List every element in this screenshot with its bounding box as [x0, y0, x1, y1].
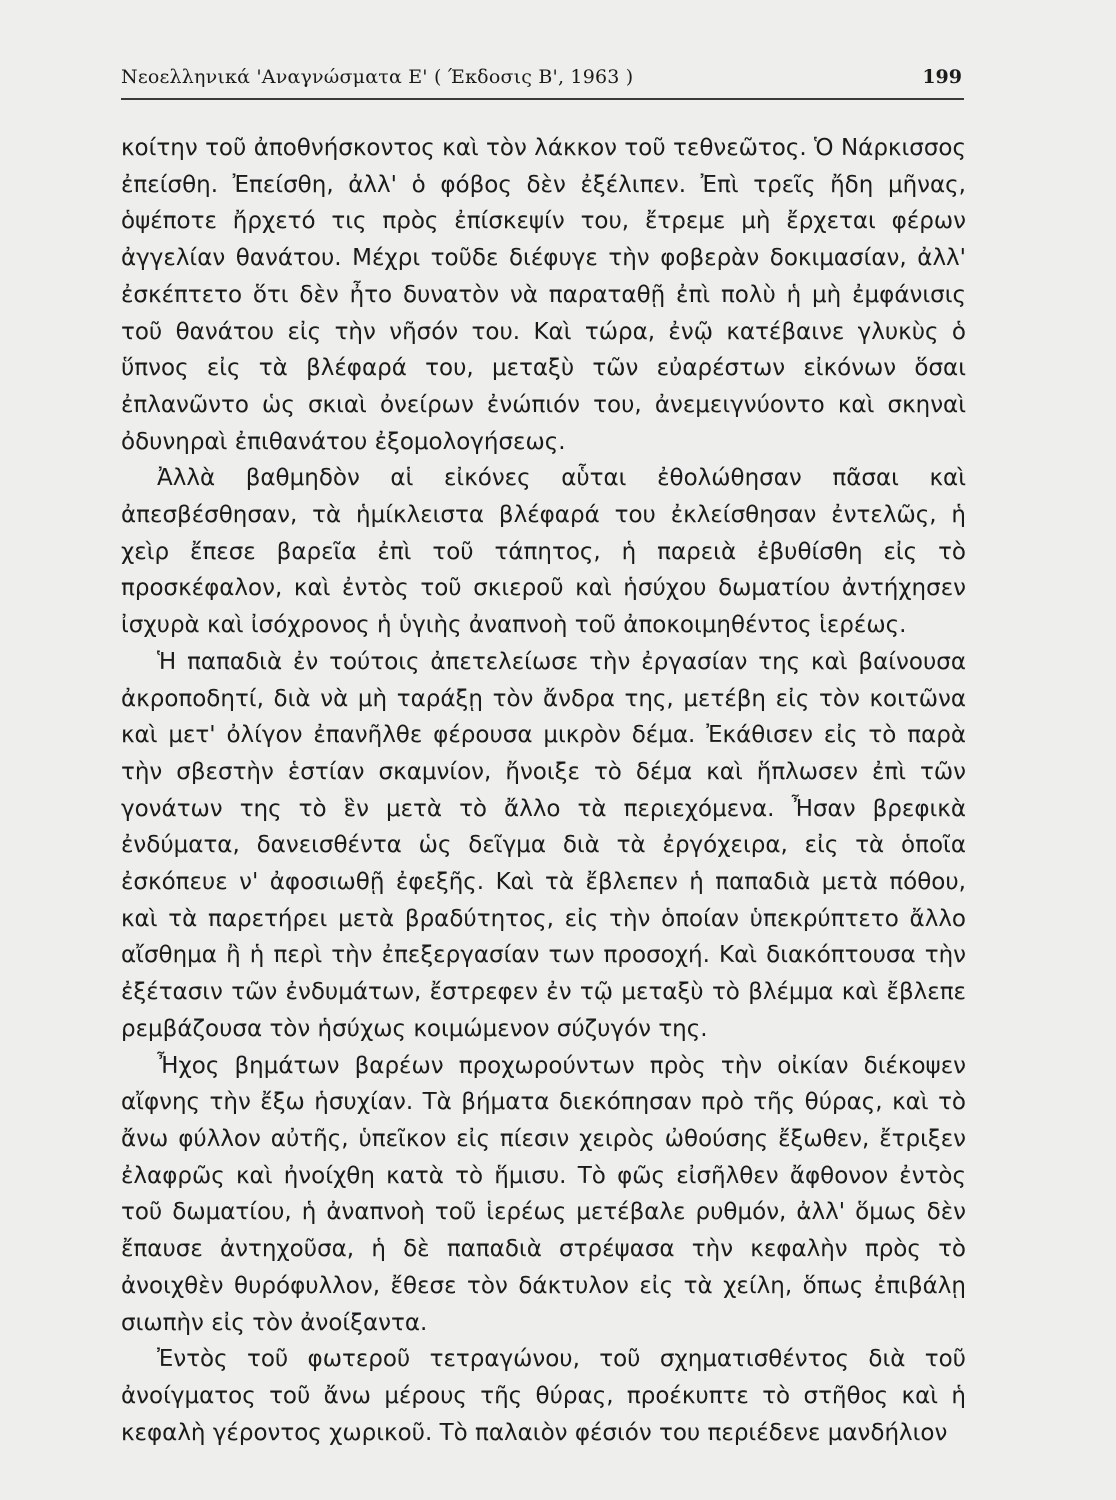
body-text: [121, 130, 966, 1451]
page-header: [121, 64, 964, 100]
paragraph: Ἐντὸς τοῦ φωτεροῦ τετραγώνου, τοῦ σχηματισθέντος διὰ τοῦ ἀνοίγματος τοῦ ἄνω μέρους τῆς θύρας, προέκυπτε τὸ στῆθος καὶ ἡ κεφαλὴ γέροντος χωρικοῦ. Τὸ παλαιὸν φέσιόν του περιέδενε μανδήλιον: [121, 1346, 966, 1446]
paragraph: Ἦχος βημάτων βαρέων προχωρούντων πρὸς τὴν οἰκίαν διέκοψεν αἴφνης τὴν ἔξω ἡσυχίαν. Τὰ βήματα διεκόπησαν πρὸ τῆς θύρας, καὶ τὸ ἄνω φύλλον αὐτῆς, ὑπεῖκον εἰς πίεσιν χειρὸς ὠθούσης ἔξωθεν, ἔτριξεν ἐλαφρῶς καὶ ἠνοίχθη κατὰ τὸ ἥμισυ. Τὸ φῶς εἰσῆλθεν ἄφθονον ἐντὸς τοῦ δωματίου, ἡ ἀναπνοὴ τοῦ ἱερέως μετέβαλε ρυθμόν, ἀλλ' ὅμως δὲν ἔπαυσε ἀντηχοῦσα, ἡ δὲ παπαδιὰ στρέψασα τὴν κεφαλὴν πρὸς τὸ ἀνοιχθὲν θυρόφυλλον, ἔθεσε τὸν δάκτυλον εἰς τὰ χείλη, ὅπως ἐπιβάλῃ σιωπὴν εἰς τὸν ἀνοίξαντα.: [121, 1052, 966, 1336]
page-number: 199: [922, 66, 962, 88]
running-head: Νεοελληνικά 'Αναγνώσματα Ε' ( Έκδοσις Β', 1963 ): [121, 66, 634, 88]
paragraph: κοίτην τοῦ ἀποθνήσκοντος καὶ τὸν λάκκον τοῦ τεθνεῶτος. Ὁ Νάρκισσος ἐπείσθη. Ἐπείσθη, ἀλλ' ὁ φόβος δὲν ἐξέλιπεν. Ἐπὶ τρεῖς ἤδη μῆνας, ὁψέποτε ἤρχετό τις πρὸς ἐπίσκεψίν του, ἔτρεμε μὴ ἔρχεται φέρων ἀγγελίαν θανάτου. Μέχρι τοῦδε διέφυγε τὴν φοβερὰν δοκιμασίαν, ἀλλ' ἐσκέπτετο ὅτι δὲν ἦτο δυνατὸν νὰ παραταθῇ ἐπὶ πολὺ ἡ μὴ ἐμφάνισις τοῦ θανάτου εἰς τὴν νῆσόν του. Καὶ τώρα, ἐνῷ κατέβαινε γλυκὺς ὁ ὕπνος εἰς τὰ βλέφαρά του, μεταξὺ τῶν εὐαρέστων εἰκόνων ὅσαι ἐπλανῶντο ὡς σκιαὶ ὀνείρων ἐνώπιόν του, ἀνεμειγνύοντο καὶ σκηναὶ ὀδυνηραὶ ἐπιθανάτου ἐξομολογήσεως.: [121, 135, 966, 455]
paragraph: Ἀλλὰ βαθμηδὸν αἱ εἰκόνες αὗται ἐθολώθησαν πᾶσαι καὶ ἀπεσβέσθησαν, τὰ ἡμίκλειστα βλέφαρά του ἐκλείσθησαν ἐντελῶς, ἡ χεὶρ ἔπεσε βαρεῖα ἐπὶ τοῦ τάπητος, ἡ παρειὰ ἐβυθίσθη εἰς τὸ προσκέφαλον, καὶ ἐντὸς τοῦ σκιεροῦ καὶ ἡσύχου δωματίου ἀντήχησεν ἰσχυρὰ καὶ ἰσόχρονος ἡ ὑγιὴς ἀναπνοὴ τοῦ ἀποκοιμηθέντος ἱερέως.: [121, 465, 966, 639]
paragraph: Ἡ παπαδιὰ ἐν τούτοις ἀπετελείωσε τὴν ἐργασίαν της καὶ βαίνουσα ἀκροποδητί, διὰ νὰ μὴ ταράξῃ τὸν ἄνδρα της, μετέβη εἰς τὸν κοιτῶνα καὶ μετ' ὀλίγον ἐπανῆλθε φέρουσα μικρὸν δέμα. Ἐκάθισεν εἰς τὸ παρὰ τὴν σβεστὴν ἑστίαν σκαμνίον, ἤνοιξε τὸ δέμα καὶ ἥπλωσεν ἐπὶ τῶν γονάτων της τὸ ἓν μετὰ τὸ ἄλλο τὰ περιεχόμενα. Ἦσαν βρεφικὰ ἐνδύματα, δανεισθέντα ὡς δεῖγμα διὰ τὰ ἐργόχειρα, εἰς τὰ ὁποῖα ἐσκόπευε ν' ἀφοσιωθῇ ἐφεξῆς. Καὶ τὰ ἔβλεπεν ἡ παπαδιὰ μετὰ πόθου, καὶ τὰ παρετήρει μετὰ βραδύτητος, εἰς τὴν ὁποίαν ὑπεκρύπτετο ἄλλο αἴσθημα ἢ ἡ περὶ τὴν ἐπεξεργασίαν των προσοχή. Καὶ διακόπτουσα τὴν ἐξέτασιν τῶν ἐνδυμάτων, ἔστρεφεν ἐν τῷ μεταξὺ τὸ βλέμμα καὶ ἔβλεπε ρεμβάζουσα τὸν ἡσύχως κοιμώμενον σύζυγόν της.: [121, 648, 966, 1042]
